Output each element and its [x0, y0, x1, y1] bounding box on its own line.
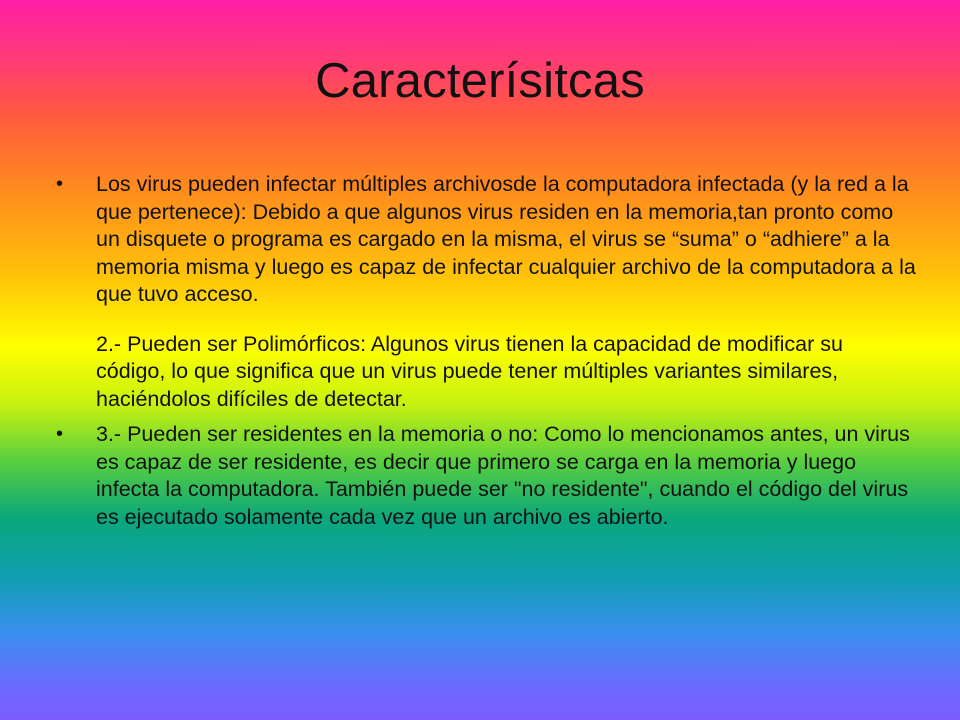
bullet-item-2-paragraph-1: 3.- Pueden ser residentes en la memoria o no: Como lo mencionamos antes, un virus es capaz de ser residente, es decir que primero se carga en la memoria y luego infecta la computadora. También puede ser "no residente", cuando el código del virus es ejecutado solamente cada vez que un archivo es abierto. — [96, 422, 910, 529]
paragraph-spacer — [96, 309, 916, 331]
bullet-item-1 — [56, 171, 916, 413]
bullet-item-1-paragraph-1: Los virus pueden infectar múltiples archivosde la computadora infectada (y la red a la que pertenece): Debido a que algunos virus residen en la memoria,tan pronto como un disquete o programa es cargado en la misma, el virus se “suma” o “adhiere” a la memoria misma y luego es capaz de infectar cualquier archivo de la computadora a la que tuvo acceso. — [96, 172, 916, 306]
bullet-point-icon: • — [56, 423, 64, 445]
bullet-list — [56, 171, 916, 539]
bullet-item-2 — [56, 421, 916, 531]
slide-title: Caracterísitcas — [315, 54, 645, 108]
bullet-item-1-paragraph-2: 2.- Pueden ser Polimórficos: Algunos virus tienen la capacidad de modificar su código, lo que significa que un virus puede tener múltiples variantes similares, haciéndolos difíciles de detectar. — [96, 331, 843, 411]
bullet-point-icon: • — [56, 173, 64, 195]
